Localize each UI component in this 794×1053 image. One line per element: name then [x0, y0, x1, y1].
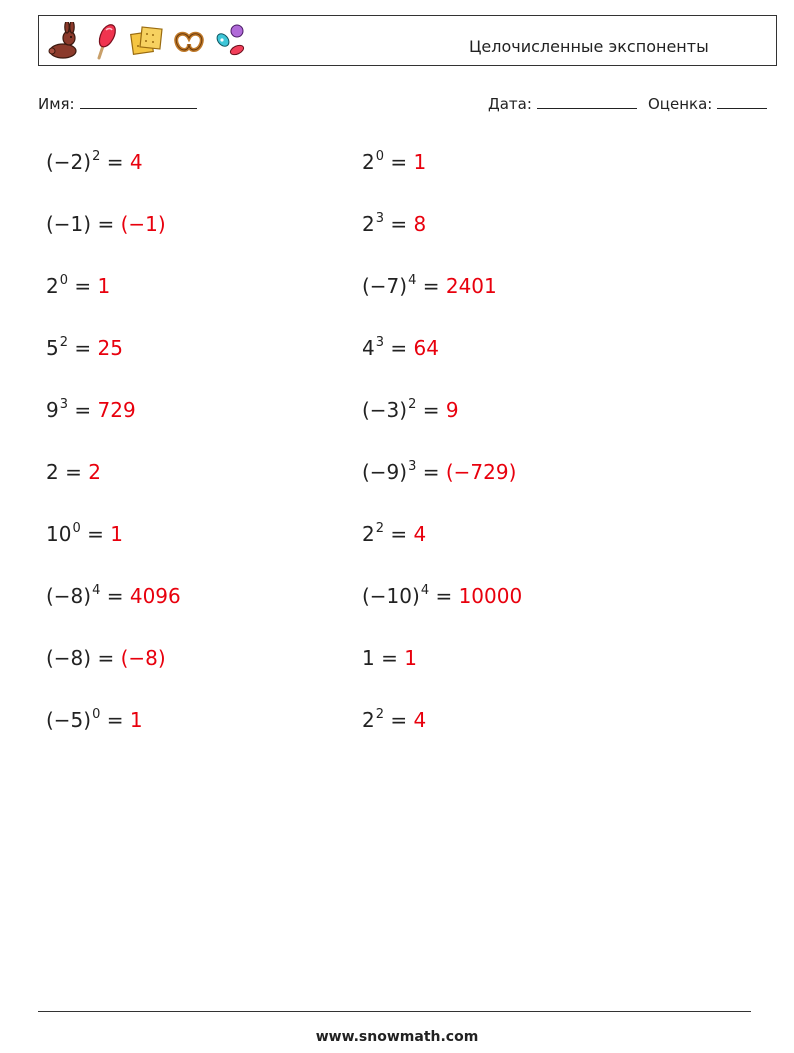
problem-item: $(-2)^2 = 4$: [46, 149, 143, 174]
problem-item: $4^3 = 64$: [362, 335, 439, 360]
answer: 9: [445, 398, 459, 422]
problem-item: $9^3 = 729$: [46, 397, 136, 422]
ice-pop-icon: [87, 22, 123, 60]
answer: (−8): [120, 646, 166, 670]
problem-item: $2^2 = 4$: [362, 521, 427, 546]
problem-item: $2^3 = 8$: [362, 211, 427, 236]
problem-item: $10^0 = 1$: [46, 521, 123, 546]
name-blank[interactable]: [80, 94, 197, 109]
problem-item: $(-9)^3 = (-729)$: [362, 459, 517, 484]
answer: 10000: [458, 584, 523, 608]
answer: 2: [88, 460, 101, 484]
answer: 729: [97, 398, 136, 422]
problem-item: $2^2 = 4$: [362, 707, 427, 732]
answer: 1: [129, 708, 143, 732]
chocolate-bunny-icon: [45, 22, 81, 60]
problem-item: $(-7)^4 = 2401$: [362, 273, 497, 298]
problem-item: (−8) = (−8): [46, 646, 166, 670]
problem-item: $2^0 = 1$: [46, 273, 111, 298]
name-field: [38, 94, 197, 113]
problem-item: 1 = 1: [362, 646, 417, 670]
candies-icon: [213, 22, 249, 60]
answer: (−1): [120, 212, 166, 236]
answer: 1: [97, 274, 111, 298]
footer-divider: [38, 1011, 751, 1012]
date-blank[interactable]: [537, 94, 637, 109]
problem-item: $5^2 = 25$: [46, 335, 123, 360]
answer: 4: [413, 522, 427, 546]
pretzel-icon: [171, 22, 207, 60]
answer: 2401: [445, 274, 497, 298]
answer: 4096: [129, 584, 181, 608]
header-icons: [45, 22, 249, 60]
problem-item: $(-10)^4 = 10000$: [362, 583, 523, 608]
answer: 4: [413, 708, 427, 732]
answer: 1: [110, 522, 123, 546]
problem-item: (−1) = (−1): [46, 212, 166, 236]
grade-field: [648, 94, 767, 113]
problem-item: $(-3)^2 = 9$: [362, 397, 459, 422]
worksheet-header: [38, 15, 777, 66]
answer: 4: [129, 150, 143, 174]
problem-item: 2 = 2: [46, 460, 101, 484]
problem-item: $(-8)^4 = 4096$: [46, 583, 181, 608]
answer: 8: [413, 212, 427, 236]
grade-blank[interactable]: [717, 94, 767, 109]
answer: (−729): [445, 460, 517, 484]
name-label: Имя:: [38, 95, 75, 113]
date-field: [488, 94, 637, 113]
date-label: Дата:: [488, 95, 532, 113]
answer: 64: [413, 336, 439, 360]
footer-website[interactable]: www.snowmath.com: [315, 1029, 479, 1045]
answer: 25: [97, 336, 123, 360]
worksheet-title: Целочисленные экспоненты: [469, 37, 709, 56]
problem-item: $2^0 = 1$: [362, 149, 427, 174]
answer: 1: [404, 646, 417, 670]
answer: 1: [413, 150, 427, 174]
grade-label: Оценка:: [648, 95, 713, 113]
cracker-icon: [129, 22, 165, 60]
problem-item: $(-5)^0 = 1$: [46, 707, 143, 732]
